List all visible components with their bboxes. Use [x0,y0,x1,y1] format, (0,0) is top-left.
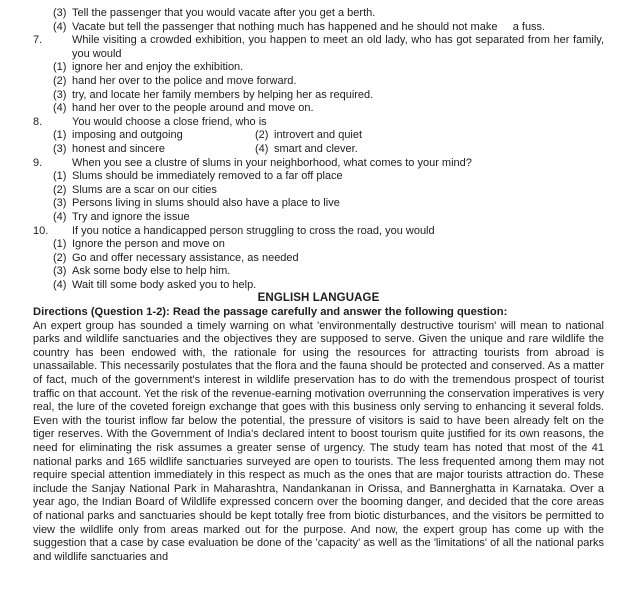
option-marker: (4) [53,102,67,115]
question-10 [33,225,604,293]
option [33,21,604,35]
option-text: Ask some body else to help him. [72,265,231,278]
option-marker: (3) [53,7,67,19]
option [53,170,604,184]
question-options [33,129,604,156]
option-text: hand her over to the police and move forward. [72,74,297,87]
option [53,143,255,157]
option [255,129,604,143]
option-marker: (3) [53,88,67,101]
question-options [33,170,604,224]
option-marker: (2) [53,183,67,196]
option [53,89,604,103]
option-text: Slums should be immediately removed to a far off place [72,170,343,183]
option [53,279,604,293]
option [255,143,604,157]
question-9 [33,157,604,225]
option [53,75,604,89]
option-marker: (4) [53,20,67,33]
option [53,129,255,143]
option-marker: (4) [53,210,67,223]
option [53,102,604,116]
option [33,7,604,21]
option-marker: (4) [255,142,269,155]
question-stem: If you notice a handicapped person struggling to cross the road, you would [72,224,435,237]
option-marker: (1) [53,61,67,74]
option [53,197,604,211]
question-options [33,238,604,292]
option-marker: (2) [255,129,269,142]
question-stem: You would choose a close friend, who is [72,115,267,128]
option-marker: (3) [53,265,67,278]
option-text: Tell the passenger that you would vacate after you get a berth. [72,7,376,19]
option [53,238,604,252]
option [53,265,604,279]
option-marker: (1) [53,238,67,251]
question-stem: When you see a clustre of slums in your neighborhood, what comes to your mind? [72,156,472,169]
option-marker: (1) [53,170,67,183]
option [53,61,604,75]
option-text: hand her over to the people around and move on. [72,102,314,115]
option-text: try, and locate her family members by helping her as required. [72,88,374,101]
option-marker: (3) [53,142,67,155]
option-text: Go and offer necessary assistance, as needed [72,251,299,264]
option-text: Wait till some body asked you to help. [72,278,257,291]
option-text: Try and ignore the issue [72,210,190,223]
question-number: 7. [33,34,43,47]
option-text: smart and clever. [274,142,358,155]
question-8 [33,116,604,157]
question-options [33,61,604,115]
question-stem: While visiting a crowded exhibition, you happen to meet an old lady, who has got separated from her family, you would [72,34,604,60]
option-marker: (3) [53,197,67,210]
option-text: Persons living in slums should also have a place to live [72,197,340,210]
option-text: introvert and quiet [274,129,363,142]
option-marker: (4) [53,278,67,291]
option [53,252,604,266]
previous-question-options [33,7,604,34]
option [53,184,604,198]
option-marker: (2) [53,251,67,264]
option [53,211,604,225]
option-text: honest and sincere [72,142,165,155]
option-marker: (1) [53,129,67,142]
reading-passage: An expert group has sounded a timely warning on what 'environmentally destructive tourism' will mean to national parks and wildlife sanctuaries and the objectives they are supposed to serve. Given the unique and rare wildlife the country has been endowed with, the rationale for using the resources for attracting tourists from abroad is unassailable. This necessarily postulates that the flora and the fauna should be protected and conserved. As a matter of fact, much of the government's interest in wildlife preservation has to do with the tremendous prospect of tourist traffic on that account. Yet the risk of the revenue-earning motivation overrunning the conservation imperatives is very real, the lure of the coveted foreign exchange that goes with this business only serving to enhancing it several folds. Even with the tourist inflow far below the potential, the pressure of visitors is said to have been already felt on the tiger reserves. With the Government of India's declared intent to boost tourism quite justified for its own reasons, the need for eliminating the risk assumes a greater sense of urgency. The study team has noted that most of the 41 national parks and 165 wildlife sanctuaries surveyed are open to tourists. The less frequented among them may not require special attention immediately in this respect as much as the ones that are major tourists attraction do. These include the Sanjay National Park in Maharashtra, Nandankanan in Orissa, and Bannerghatta in Karnataka. Over a year ago, the Indian Board of Wildlife expressed concern over the booming danger, and decided that the core areas of national parks and sanctuaries should be kept totally free from biotic disturbances, and the visitors be permitted to view the wildlife only from areas marked out for the purpose. And now, the expert group has come up with the suggestion that a case by case evaluation be done of the 'capacity' as well as the 'limitations' of all the national parks and wildlife sanctuaries and [33,319,604,563]
question-number: 10. [33,224,49,237]
option-marker: (2) [53,74,67,87]
question-number: 9. [33,156,43,169]
section-heading: ENGLISH LANGUAGE [257,292,380,305]
question-number: 8. [33,115,43,128]
directions-text: Directions (Question 1-2): Read the passage carefully and answer the following question: [33,306,508,319]
option-text: imposing and outgoing [72,129,183,142]
option-text: ignore her and enjoy the exhibition. [72,61,244,74]
question-7 [33,34,604,116]
option-text: Vacate but tell the passenger that nothing much has happened and he should not make a fuss. [72,20,546,33]
option-text: Ignore the person and move on [72,238,225,251]
option-text: Slums are a scar on our cities [72,183,217,196]
